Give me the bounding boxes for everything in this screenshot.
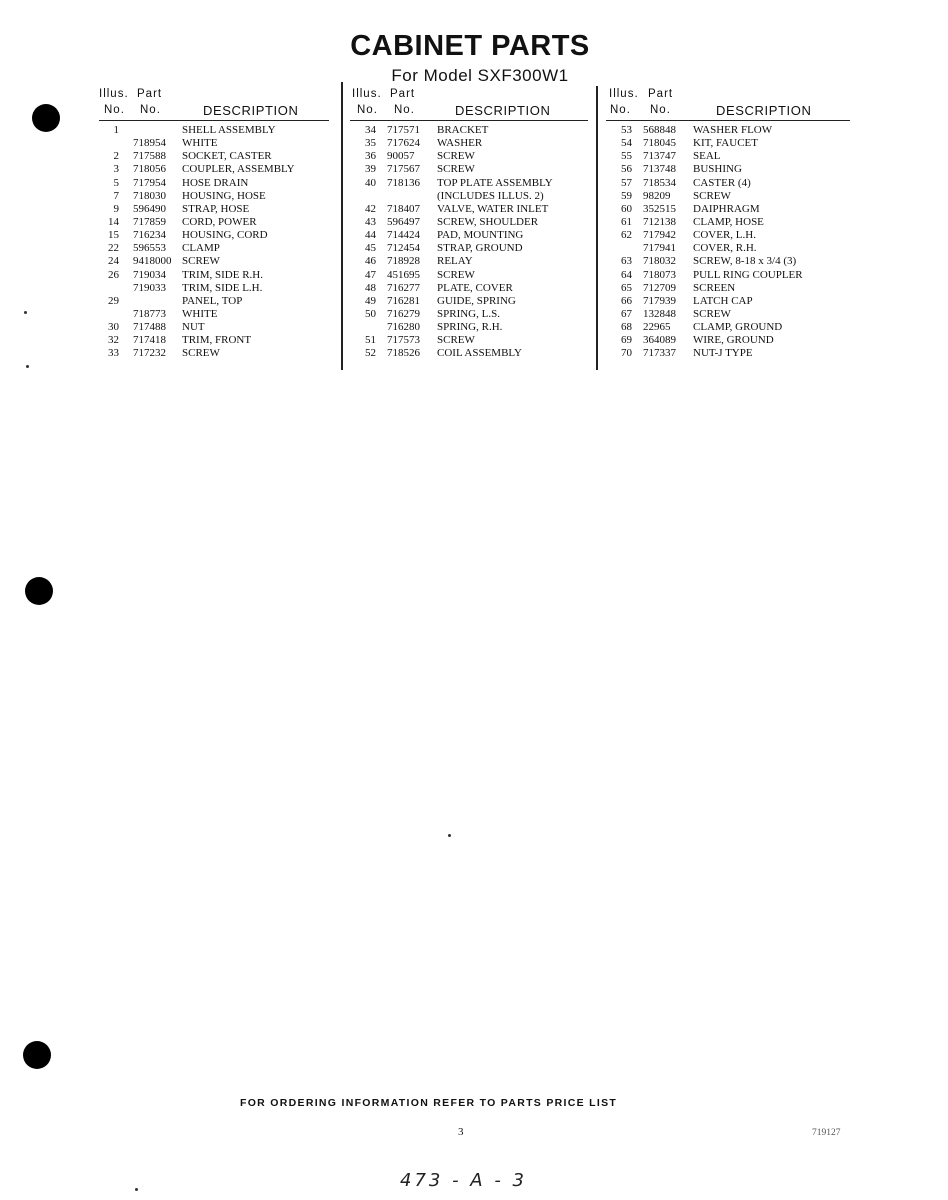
part-description: SCREW, 8-18 x 3/4 (3): [693, 255, 797, 268]
illus-number: 53: [621, 124, 632, 136]
part-number: 712138: [643, 215, 676, 228]
part-number: 717859: [133, 215, 166, 228]
illus-number: 43: [365, 215, 376, 228]
part-row: [350, 163, 588, 176]
part-row: [99, 137, 329, 150]
part-description: GUIDE, SPRING: [437, 294, 516, 307]
part-number: 712709: [643, 281, 676, 294]
illus-number: 2: [113, 150, 119, 163]
part-description: CLAMP, HOSE: [693, 215, 764, 228]
part-description: PLATE, COVER: [437, 281, 513, 294]
part-row: [606, 308, 850, 321]
part-description: (INCLUDES ILLUS. 2): [437, 189, 544, 202]
part-row: [99, 163, 329, 176]
parts-list: [99, 124, 329, 361]
part-row: [606, 229, 850, 242]
part-number: 717488: [133, 321, 166, 334]
part-number: 451695: [387, 268, 420, 281]
part-row: [350, 124, 588, 137]
part-description: CASTER (4): [693, 176, 751, 189]
parts-list: [350, 124, 588, 361]
part-description: STRAP, HOSE: [182, 202, 250, 215]
header-part: Part: [648, 88, 674, 100]
part-number: 718534: [643, 176, 676, 189]
illus-number: 40: [365, 176, 376, 189]
header-no: No.: [104, 104, 125, 116]
column-header: [99, 88, 329, 120]
part-number: 712454: [387, 242, 420, 255]
part-row: [99, 255, 329, 268]
part-number: 717337: [643, 347, 676, 360]
part-number: 352515: [643, 202, 676, 215]
header-no: No.: [140, 104, 161, 116]
part-description: NUT: [182, 321, 205, 334]
illus-number: 65: [621, 281, 632, 294]
illus-number: 64: [621, 268, 632, 281]
part-row: [606, 334, 850, 347]
part-row: [99, 295, 329, 308]
part-number: 717624: [387, 137, 420, 150]
part-number: 596490: [133, 202, 166, 215]
part-row: [350, 269, 588, 282]
part-number: 717954: [133, 176, 166, 189]
illus-number: 66: [621, 294, 632, 307]
part-number: 98209: [643, 189, 671, 202]
header-no: No.: [610, 104, 631, 116]
part-number: 717941: [643, 242, 676, 255]
part-row: [350, 308, 588, 321]
column-header: [606, 88, 850, 120]
part-row: [606, 321, 850, 334]
illus-number: 45: [365, 242, 376, 255]
illus-number: 62: [621, 229, 632, 242]
part-row: [606, 295, 850, 308]
part-row: [350, 177, 588, 190]
page-title: CABINET PARTS: [350, 30, 590, 62]
part-number: 713748: [643, 163, 676, 176]
illus-number: 34: [365, 124, 376, 136]
header-rule: [606, 120, 850, 121]
part-description: SPRING, L.S.: [437, 307, 500, 320]
part-description: SPRING, R.H.: [437, 321, 503, 334]
header-illus: Illus.: [99, 88, 129, 100]
part-number: 568848: [643, 124, 676, 136]
part-description: PANEL, TOP: [182, 294, 243, 307]
part-description: TRIM, SIDE L.H.: [182, 281, 263, 294]
illus-number: 14: [108, 215, 119, 228]
illus-number: 30: [108, 321, 119, 334]
part-description: CLAMP: [182, 242, 220, 255]
illus-number: 55: [621, 150, 632, 163]
part-number: 596553: [133, 242, 166, 255]
column-header: [350, 88, 588, 120]
illus-number: 1: [113, 124, 119, 136]
illus-number: 60: [621, 202, 632, 215]
part-row: [350, 242, 588, 255]
header-description: DESCRIPTION: [203, 103, 299, 118]
part-description: NUT-J TYPE: [693, 347, 753, 360]
illus-number: 33: [108, 347, 119, 360]
part-row: [350, 203, 588, 216]
part-description: SCREW: [182, 255, 220, 268]
part-description: COVER, L.H.: [693, 229, 756, 242]
part-description: SCREW: [437, 150, 475, 163]
part-description: SCREW: [437, 163, 475, 176]
part-row: [606, 255, 850, 268]
part-description: BRACKET: [437, 124, 489, 136]
page-number: 3: [458, 1126, 464, 1138]
part-row: [350, 229, 588, 242]
part-description: SCREW: [693, 189, 731, 202]
part-row: [606, 347, 850, 360]
part-row: [350, 321, 588, 334]
part-description: COIL ASSEMBLY: [437, 347, 522, 360]
part-number: 717232: [133, 347, 166, 360]
part-row: [99, 124, 329, 137]
part-description: WIRE, GROUND: [693, 334, 774, 347]
illus-number: 63: [621, 255, 632, 268]
punch-hole-top: [32, 104, 60, 132]
part-number: 718030: [133, 189, 166, 202]
part-description: CORD, POWER: [182, 215, 257, 228]
part-row: [606, 203, 850, 216]
header-no: No.: [650, 104, 671, 116]
document-code: 719127: [812, 1128, 841, 1138]
part-number: 717573: [387, 334, 420, 347]
part-row: [606, 163, 850, 176]
part-row: [606, 242, 850, 255]
speck: [26, 365, 29, 368]
part-number: 714424: [387, 229, 420, 242]
part-row: [350, 190, 588, 203]
illus-number: 3: [113, 163, 119, 176]
header-no: No.: [394, 104, 415, 116]
part-number: 717418: [133, 334, 166, 347]
part-description: SOCKET, CASTER: [182, 150, 272, 163]
illus-number: 44: [365, 229, 376, 242]
part-description: TRIM, SIDE R.H.: [182, 268, 263, 281]
illus-number: 69: [621, 334, 632, 347]
part-number: 716280: [387, 321, 420, 334]
illus-number: 49: [365, 294, 376, 307]
part-number: 717567: [387, 163, 420, 176]
part-row: [350, 282, 588, 295]
part-description: WASHER FLOW: [693, 124, 773, 136]
illus-number: 52: [365, 347, 376, 360]
illus-number: 51: [365, 334, 376, 347]
part-description: WHITE: [182, 307, 218, 320]
part-description: STRAP, GROUND: [437, 242, 523, 255]
part-row: [99, 216, 329, 229]
part-row: [350, 216, 588, 229]
part-row: [99, 242, 329, 255]
part-number: 716234: [133, 229, 166, 242]
parts-column-3: [606, 88, 850, 361]
part-row: [99, 229, 329, 242]
illus-number: 47: [365, 268, 376, 281]
part-number: 718045: [643, 137, 676, 150]
part-row: [99, 308, 329, 321]
part-row: [606, 177, 850, 190]
part-row: [606, 269, 850, 282]
part-description: COVER, R.H.: [693, 242, 757, 255]
part-description: SHELL ASSEMBLY: [182, 124, 276, 136]
illus-number: 61: [621, 215, 632, 228]
part-description: KIT, FAUCET: [693, 137, 758, 150]
illus-number: 36: [365, 150, 376, 163]
illus-number: 46: [365, 255, 376, 268]
part-row: [99, 150, 329, 163]
part-description: COUPLER, ASSEMBLY: [182, 163, 295, 176]
part-row: [99, 321, 329, 334]
parts-column-1: [99, 88, 329, 361]
part-row: [606, 137, 850, 150]
illus-number: 29: [108, 294, 119, 307]
part-description: SCREW: [437, 268, 475, 281]
illus-number: 24: [108, 255, 119, 268]
part-number: 132848: [643, 307, 676, 320]
illus-number: 50: [365, 307, 376, 320]
part-row: [350, 137, 588, 150]
speck: [24, 311, 27, 314]
part-row: [350, 255, 588, 268]
illus-number: 39: [365, 163, 376, 176]
part-description: SEAL: [693, 150, 721, 163]
part-number: 713747: [643, 150, 676, 163]
parts-list: [606, 124, 850, 361]
illus-number: 42: [365, 202, 376, 215]
part-number: 717588: [133, 150, 166, 163]
part-row: [606, 190, 850, 203]
parts-column-2: [350, 88, 588, 361]
illus-number: 57: [621, 176, 632, 189]
header-illus: Illus.: [352, 88, 382, 100]
punch-hole-middle: [25, 577, 53, 605]
part-description: SCREW: [693, 307, 731, 320]
header-description: DESCRIPTION: [455, 103, 551, 118]
column-divider: [341, 82, 343, 370]
part-description: HOSE DRAIN: [182, 176, 249, 189]
part-row: [606, 282, 850, 295]
part-row: [606, 216, 850, 229]
speck: [448, 834, 451, 837]
illus-number: 68: [621, 321, 632, 334]
illus-number: 59: [621, 189, 632, 202]
illus-number: 54: [621, 137, 632, 150]
part-description: RELAY: [437, 255, 473, 268]
part-number: 717942: [643, 229, 676, 242]
part-description: BUSHING: [693, 163, 742, 176]
part-number: 717571: [387, 124, 420, 136]
part-row: [99, 347, 329, 360]
part-description: SCREEN: [693, 281, 736, 294]
page-subtitle: For Model SXF300W1: [391, 66, 569, 85]
illus-number: 32: [108, 334, 119, 347]
header-part: Part: [390, 88, 416, 100]
part-description: WASHER: [437, 137, 483, 150]
part-number: 718526: [387, 347, 420, 360]
part-row: [99, 282, 329, 295]
part-number: 718136: [387, 176, 420, 189]
column-divider: [596, 86, 598, 370]
part-number: 716279: [387, 307, 420, 320]
illus-number: 22: [108, 242, 119, 255]
handwritten-note: 473 - A - 3: [400, 1170, 527, 1191]
part-number: 22965: [643, 321, 671, 334]
part-row: [350, 295, 588, 308]
part-row: [350, 347, 588, 360]
part-number: 364089: [643, 334, 676, 347]
part-number: 718773: [133, 307, 166, 320]
illus-number: 35: [365, 137, 376, 150]
illus-number: 9: [113, 202, 119, 215]
part-number: 719034: [133, 268, 166, 281]
illus-number: 56: [621, 163, 632, 176]
header-no: No.: [357, 104, 378, 116]
part-number: 718407: [387, 202, 420, 215]
part-number: 716281: [387, 294, 420, 307]
part-description: DAIPHRAGM: [693, 202, 760, 215]
part-description: TRIM, FRONT: [182, 334, 252, 347]
illus-number: 67: [621, 307, 632, 320]
part-number: 718928: [387, 255, 420, 268]
part-number: 9418000: [133, 255, 172, 268]
part-row: [99, 177, 329, 190]
header-illus: Illus.: [609, 88, 639, 100]
part-row: [350, 334, 588, 347]
part-description: CLAMP, GROUND: [693, 321, 783, 334]
part-description: TOP PLATE ASSEMBLY: [437, 176, 553, 189]
part-number: 718954: [133, 137, 166, 150]
part-row: [606, 124, 850, 137]
header-rule: [99, 120, 329, 121]
illus-number: 15: [108, 229, 119, 242]
part-number: 718073: [643, 268, 676, 281]
illus-number: 26: [108, 268, 119, 281]
speck: [135, 1188, 138, 1191]
part-number: 718032: [643, 255, 676, 268]
header-description: DESCRIPTION: [716, 103, 812, 118]
illus-number: 48: [365, 281, 376, 294]
part-number: 718056: [133, 163, 166, 176]
punch-hole-bottom: [23, 1041, 51, 1069]
part-row: [99, 269, 329, 282]
illus-number: 70: [621, 347, 632, 360]
part-row: [606, 150, 850, 163]
header-rule: [350, 120, 588, 121]
part-description: SCREW: [437, 334, 475, 347]
ordering-info-note: FOR ORDERING INFORMATION REFER TO PARTS PRICE LIST: [240, 1097, 618, 1109]
illus-number: 7: [113, 189, 119, 202]
part-row: [99, 190, 329, 203]
part-row: [99, 203, 329, 216]
part-description: SCREW, SHOULDER: [437, 215, 539, 228]
illus-number: 5: [113, 176, 119, 189]
part-description: HOUSING, HOSE: [182, 189, 266, 202]
part-description: PULL RING COUPLER: [693, 268, 803, 281]
part-number: 596497: [387, 215, 420, 228]
part-number: 717939: [643, 294, 676, 307]
part-description: SCREW: [182, 347, 220, 360]
part-description: PAD, MOUNTING: [437, 229, 524, 242]
part-description: WHITE: [182, 137, 218, 150]
part-description: HOUSING, CORD: [182, 229, 268, 242]
part-number: 719033: [133, 281, 166, 294]
part-number: 716277: [387, 281, 420, 294]
part-row: [99, 334, 329, 347]
part-row: [350, 150, 588, 163]
part-description: LATCH CAP: [693, 294, 753, 307]
part-number: 90057: [387, 150, 415, 163]
header-part: Part: [137, 88, 163, 100]
part-description: VALVE, WATER INLET: [437, 202, 549, 215]
